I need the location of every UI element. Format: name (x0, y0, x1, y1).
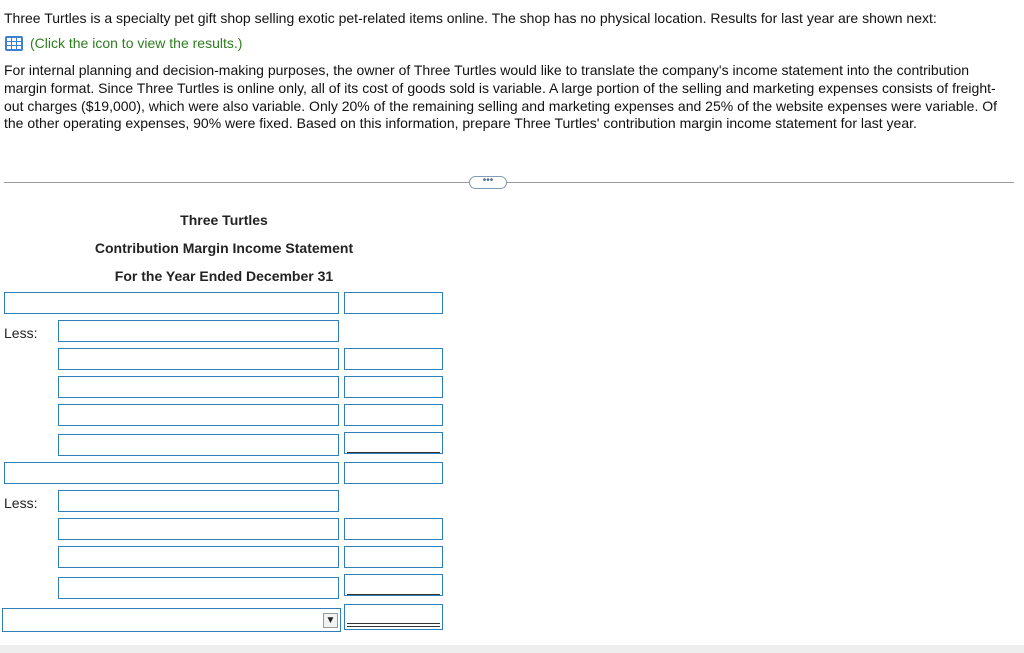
amount-input[interactable] (344, 432, 443, 454)
line-item-label-input[interactable] (58, 376, 339, 398)
line-item-label-input[interactable] (58, 348, 339, 370)
view-results-link[interactable] (4, 34, 242, 52)
bottom-scroll-bar (0, 645, 1024, 653)
amount-input[interactable] (344, 462, 443, 484)
amount-input[interactable] (344, 376, 443, 398)
amount-input[interactable] (344, 546, 443, 568)
amount-input[interactable] (344, 348, 443, 370)
line-item-label-input[interactable] (58, 546, 339, 568)
line-item-label-input[interactable] (4, 292, 339, 314)
statement-company: Three Turtles (180, 212, 268, 228)
total-underline (347, 594, 440, 595)
line-item-label-input[interactable] (58, 320, 339, 342)
chevron-down-icon[interactable]: ▼ (323, 613, 338, 628)
line-item-label-input[interactable] (58, 434, 339, 456)
amount-input[interactable] (344, 292, 443, 314)
amount-input[interactable] (344, 518, 443, 540)
less-label: Less: (4, 325, 38, 341)
line-item-label-input[interactable] (58, 577, 339, 599)
less-label: Less: (4, 495, 38, 511)
amount-input[interactable] (344, 574, 443, 596)
instructions-paragraph: For internal planning and decision-making purposes, the owner of Three Turtles would like to translate the company's income statement into the contribution margin format. Since Three Turtles is online only, all of its cost of goods sold is variable. A large portion of the selling and marketing expenses consists of freight-out charges ($19,000), which were also variable. Only 20% of the remaining selling and marketing expenses and 25% of the website expenses were variable. Of the other operating expenses, 90% were fixed. Based on this information, prepare Three Turtles' contribution margin income statement for last year. (4, 62, 998, 132)
statement-period: For the Year Ended December 31 (114, 268, 334, 284)
line-item-label-input[interactable] (58, 518, 339, 540)
view-results-link-text[interactable]: (Click the icon to view the results.) (30, 35, 243, 51)
problem-intro: Three Turtles is a specialty pet gift shop selling exotic pet-related items online. The shop has no physical location. Results for last year are shown next: (4, 10, 937, 26)
section-divider (4, 182, 1014, 183)
more-button[interactable]: ••• (469, 176, 507, 189)
amount-input[interactable] (344, 404, 443, 426)
line-item-label-input[interactable] (4, 462, 339, 484)
operating-income-select[interactable] (2, 608, 341, 632)
table-icon[interactable] (4, 35, 24, 52)
double-underline-top (347, 623, 440, 624)
line-item-label-input[interactable] (58, 404, 339, 426)
line-item-label-input[interactable] (58, 490, 339, 512)
total-underline (347, 452, 440, 453)
statement-title: Contribution Margin Income Statement (94, 240, 354, 256)
double-underline-bottom (347, 626, 440, 627)
